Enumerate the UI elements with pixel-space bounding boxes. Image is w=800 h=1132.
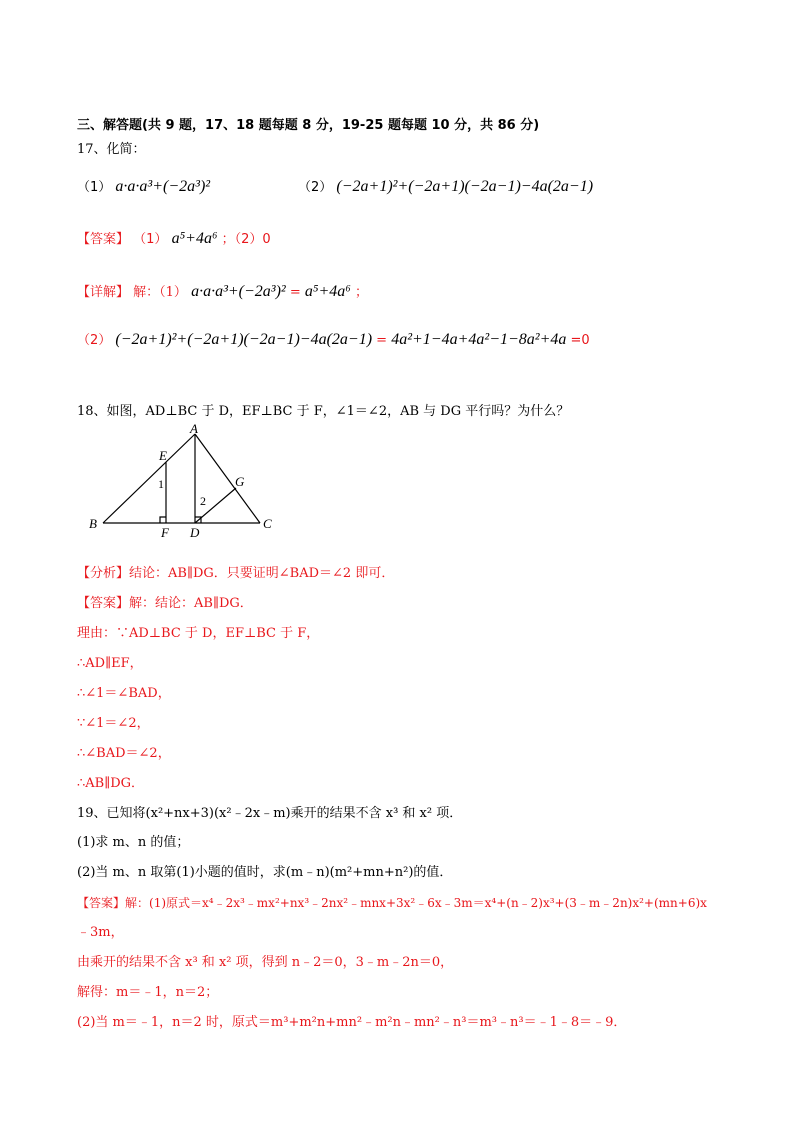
- q19-answer-line3: 由乘开的结果不含 x³ 和 x² 项，得到 n﹣2＝0，3﹣m﹣2n＝0，: [77, 955, 454, 970]
- q17-answer-expr: a⁵+4a⁶: [171, 230, 218, 247]
- q17-detail-p2-expr: (−2a+1)²+(−2a+1)(−2a−1)−4a(2a−1): [115, 331, 373, 348]
- q17-part1-label: （1）: [77, 180, 112, 195]
- label-a: A: [190, 422, 198, 436]
- q17-detail-p2-eq: =: [376, 333, 388, 348]
- q17-answer-p1: （1）: [133, 232, 168, 247]
- q18-analysis-tag: 【分析】: [77, 566, 130, 581]
- q17-answer-sep: ；（2）0: [221, 232, 271, 247]
- q18-analysis-text: 结论：AB∥DG．只要证明∠BAD＝∠2 即可．: [129, 566, 395, 581]
- q18-triangle-figure: [85, 422, 285, 540]
- q17-detail-p1-eq: =: [289, 285, 301, 300]
- q17-detail-1: [77, 283, 368, 302]
- label-e: E: [159, 448, 167, 463]
- q17-detail-p1-expr: a·a·a³+(−2a³)²: [191, 283, 286, 300]
- section-heading: 三、解答题(共 9 题，17、18 题每题 8 分，19-25 题每题 10 分，共 86 分): [77, 118, 540, 133]
- q18-step: ∴AB∥DG．: [77, 776, 145, 791]
- q17-part2: [298, 178, 593, 197]
- q17-title: 17、化简：: [77, 142, 146, 157]
- q17-detail-p1-result: a⁵+4a⁶: [304, 283, 351, 300]
- q19-answer-line1: [77, 894, 707, 912]
- q17-detail-p1-end: ；: [354, 285, 368, 300]
- q17-detail-p2-end: =0: [570, 333, 590, 348]
- q17-part2-label: （2）: [298, 180, 333, 195]
- q19-question: 19、已知将(x²+nx+3)(x²﹣2x﹣m)乘开的结果不含 x³ 和 x² 项．: [77, 806, 463, 821]
- q18-step: ∴∠BAD＝∠2，: [77, 746, 171, 761]
- q19-answer-tag: 【答案】: [77, 896, 126, 910]
- q17-detail-tag: 【详解】: [77, 285, 130, 300]
- label-d: D: [190, 525, 200, 540]
- q18-analysis: [77, 565, 394, 583]
- q18-step: 理由：∵AD⊥BC 于 D，EF⊥BC 于 F，: [77, 626, 320, 641]
- q17-part1-expr: a·a·a³+(−2a³)²: [115, 178, 211, 195]
- q18-answer-tag: 【答案】: [77, 596, 130, 611]
- q17-part1: [77, 178, 210, 197]
- q17-detail-p2-label: （2）: [77, 333, 112, 348]
- q19-sub1: (1)求 m、n 的值；: [77, 835, 190, 850]
- label-f: F: [161, 525, 169, 540]
- q17-detail-p2-result: 4a²+1−4a+4a²−1−8a²+4a: [391, 331, 567, 348]
- q17-detail-2: [77, 331, 590, 350]
- q18-question: 18、如图，AD⊥BC 于 D，EF⊥BC 于 F，∠1＝∠2，AB 与 DG 平行吗？为什么？: [77, 404, 570, 419]
- q17-answer-tag: 【答案】: [77, 232, 130, 247]
- segment-ac: [195, 434, 260, 523]
- q18-step: ∴∠1＝∠BAD，: [77, 686, 171, 701]
- q19-answer-line2: ﹣3m，: [77, 925, 124, 940]
- q19-answer-line5: (2)当 m＝﹣1，n＝2 时，原式＝m³+m²n+mn²﹣m²n﹣mn²﹣n³＝m³﹣n³＝﹣1﹣8＝﹣9．: [77, 1015, 627, 1030]
- q18-step: ∵∠1＝∠2，: [77, 716, 150, 731]
- q17-part2-expr: (−2a+1)²+(−2a+1)(−2a−1)−4a(2a−1): [336, 178, 594, 195]
- right-angle-mark-f: [160, 517, 166, 523]
- q17-answer: [77, 230, 271, 249]
- q18-answer-text: 解：结论：AB∥DG．: [129, 596, 253, 611]
- label-angle-2: 2: [200, 494, 206, 508]
- q18-answer: [77, 595, 253, 613]
- q17-detail-lead: 解：（1）: [133, 285, 187, 300]
- q19-answer-line4: 解得：m＝﹣1，n＝2；: [77, 985, 219, 1000]
- label-c: C: [263, 516, 272, 531]
- q19-answer-text: 解：(1)原式＝x⁴﹣2x³﹣mx²+nx³﹣2nx²﹣mnx+3x²﹣6x﹣3m＝x⁴+(n﹣2)x³+(3﹣m﹣2n)x²+(mn+6)x: [125, 896, 707, 910]
- q19-sub2: (2)当 m、n 取第(1)小题的值时，求(m﹣n)(m²+mn+n²)的值．: [77, 865, 453, 880]
- segment-ab: [103, 434, 195, 523]
- label-angle-1: 1: [158, 477, 164, 491]
- q18-step: ∴AD∥EF，: [77, 656, 143, 671]
- label-g: G: [235, 474, 245, 489]
- label-b: B: [89, 516, 97, 531]
